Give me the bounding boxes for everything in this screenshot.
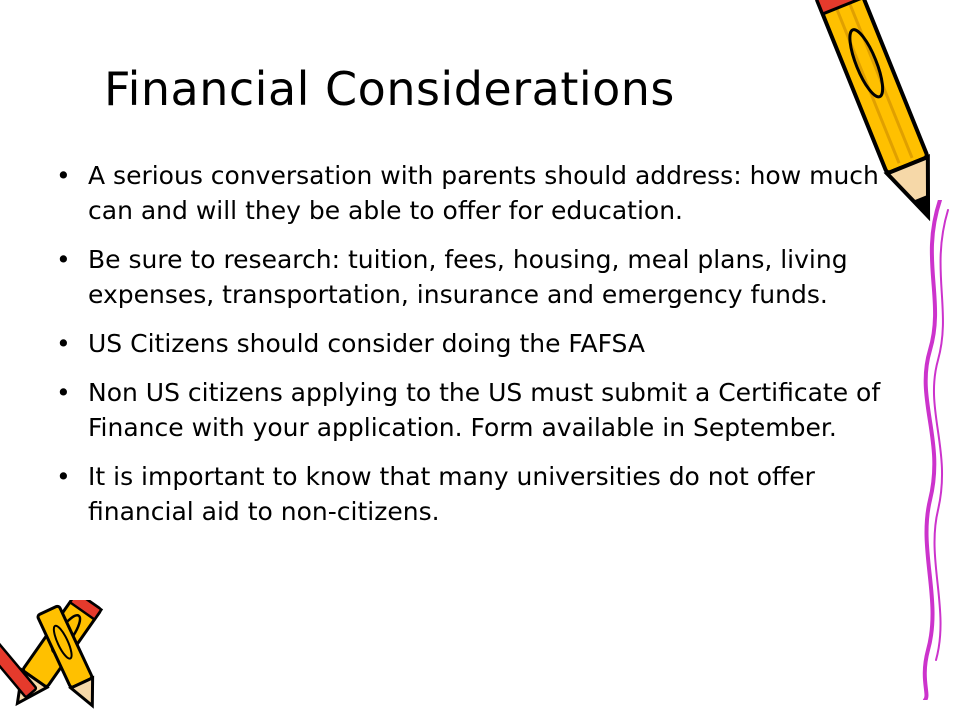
bullet-text: Non US citizens applying to the US must submit a Certificate of Finance with your application. Form available in September. [88,378,881,442]
bullet-text: A serious conversation with parents should address: how much can and will they be able to offer for education. [88,161,879,225]
list-item [56,459,912,529]
bullet-dot: • [56,462,71,491]
pencils-icon [0,600,120,720]
bullet-list [56,158,912,543]
bullet-dot: • [56,378,71,407]
list-item [56,326,912,361]
bullet-text: It is important to know that many universities do not offer financial aid to non-citizens. [88,462,815,526]
bullet-dot: • [56,161,71,190]
bullet-text: US Citizens should consider doing the FAFSA [88,329,645,358]
bullet-dot: • [56,245,71,274]
list-item [56,242,912,312]
bullet-text: Be sure to research: tuition, fees, housing, meal plans, living expenses, transportation, insurance and emergency funds. [88,245,848,309]
list-item [56,375,912,445]
list-item [56,158,912,228]
slide-title: Financial Considerations [104,62,675,116]
bullet-dot: • [56,329,71,358]
